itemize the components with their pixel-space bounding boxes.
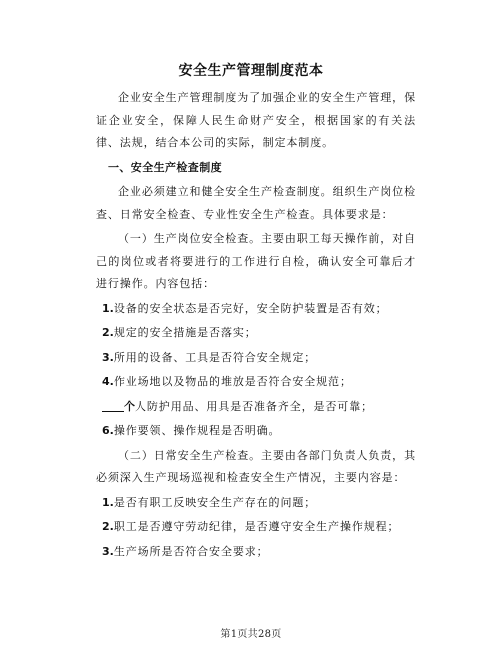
list-item-text: 职工是否遵守劳动纪律，是否遵守安全生产操作规程； [113,520,400,533]
list-item-text: 规定的安全措施是否落实； [113,326,257,339]
list-item [96,298,416,321]
subsection2-paragraph: （二）日常安全生产检查。主要由各部门负责人负责，其必须深入生产现场巡视和检查安全生产情况，主要内容是： [96,448,416,484]
list-item-number: 6. [102,424,114,437]
list-item [96,371,416,394]
list-item-text: 是否有职工反映安全生产存在的问题； [113,495,317,509]
list-item-number: 3. [102,544,114,558]
document-body [96,87,416,563]
list-item-number: 1. [102,495,114,509]
list-item [96,541,416,564]
intro-paragraph: 企业安全生产管理制度为了加强企业的安全生产管理，保证企业安全，保障人民生命财产安全，根据国家的有关法律、法规，结合本公司的实际，制定本制度。 [96,91,416,149]
list-item-number: 4. [102,375,114,388]
list-item [96,347,416,370]
list-item-text: 作业场地以及物品的堆放是否符合安全规范； [113,375,352,388]
list-item-number: 2. [102,326,114,339]
list-item [96,516,416,539]
section-heading-1: 一、安全生产检查制度 [108,160,222,174]
subsection1-paragraph: （一）生产岗位安全检查。主要由职工每天操作前，对自己的岗位或者将要进行的工作进行自检，确认安全可靠后才进行操作。内容包括： [96,232,416,290]
document-title: 安全生产管理制度范本 [178,63,324,79]
list-item-text: 人防护用品、用具是否准备齐全，是否可靠； [135,399,373,413]
list-item-text: 操作要领、操作规程是否明确。 [113,424,281,437]
page-footer: 第1页共28页 [220,629,282,640]
list-item [96,322,416,345]
list-item [96,420,416,443]
list-item-number: 个 [124,399,135,413]
list-item-number: 3. [102,350,114,364]
blank-underline [102,400,124,412]
list-item-number: 2. [102,520,114,533]
list-item [96,492,416,515]
list-item-text: 生产场所是否符合安全要求； [113,544,269,558]
list-item-text: 设备的安全状态是否完好，安全防护装置是否有效； [113,301,388,315]
section1-paragraph: 企业必须建立和健全安全生产检查制度。组织生产岗位检查、日常安全检查、专业性安全生产检查。具体要求是： [96,185,416,221]
list-item-number: 1. [102,301,114,315]
list-item [96,396,416,419]
list-item-text: 所用的设备、工具是否符合安全规定； [113,350,317,364]
